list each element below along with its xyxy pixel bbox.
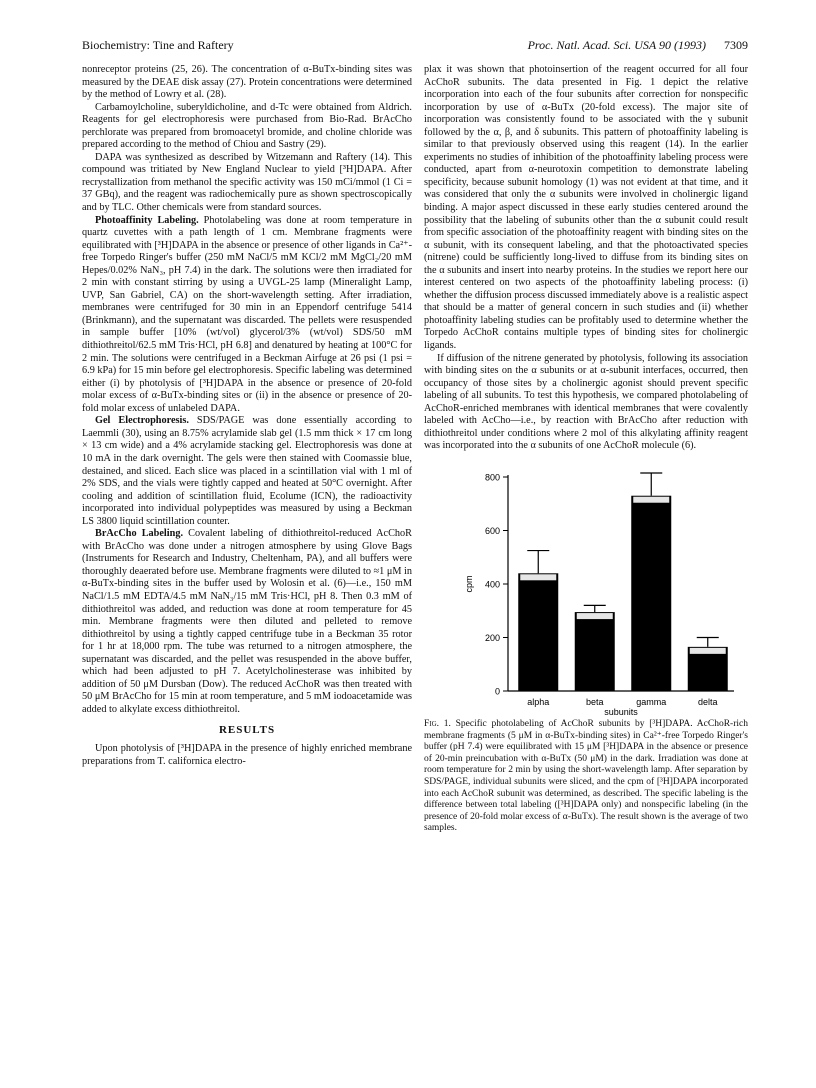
results-heading: RESULTS [218,724,276,737]
paragraph-text: Covalent labeling of dithiothreitol-reduced AcChoR with BrAcCho was done under a nitrogen atmosphere by using Glove Bags (Instruments for Research and Industry, Cheltenham, PA), and all buffers were thoroughly deaerated before use. Membrane fragments were diluted to ≈1 μM in α-BuTx-binding sites in the buffer used by Wolosin et al. (6)—i.e., 150 mM NaCl/1.5 mM EDTA/4.5 mM NaN₃/15 mM Tris·HCl, pH 8. Then 0.3 mM of dithiothreitol was added, and reduction was done at room temperature for 45 min. Membrane fragments were then diluted and pelleted to remove dithiothreitol by using a tightly capped centrifuge tube in a Beckman 35 rotor for 1 hr at 18,000 rpm. The tube was returned to a nitrogen atmosphere, the supernatant was discarded, and the pellet was resuspended in the above buffer, which had been adjusted to pH 7. Acetylcholinesterase was inhibited by addition of 50 μM Dursban (Dow). The reduced AcChoR was then treated with 50 μM BrAcCho for 15 min at room temperature, and 5 mM iodoacetamide was added to alkylate excess dithiothreitol. [82,528,412,715]
paragraph-text: Photolabeling was done at room temperature in quartz cuvettes with a path length of 1 cm. Membrane fragments were equilibrated with [³H]DAPA in the absence or presence of other ligands in Ca²⁺-free Torpedo Ringer's buffer (250 mM NaCl/5 mM KCl/2 mM MgCl₂/20 mM Hepes/0.02% NaN₃, pH 7.4) in the dark. The solutions were then irradiated for 2 min with constant stirring by using a UVGL-25 lamp (Mineralight Lamp, UVP, San Gabriel, CA) on the short-wavelength setting. After irradiation, membranes were centrifuged for 30 min in an Eppendorf centrifuge 5414 (Brinkmann), and the supernatant was discarded. The pellets were resuspended in sample buffer [10% (wt/vol) glycerol/3% (wt/vol) SDS/50 mM dithiothreitol/62.5 mM Tris·HCl, pH 6.8] and denatured by heating at 100°C for 2 min. The solutions were centrifuged in a Beckman Airfuge at 26 psi (1 psi = 6.9 kPa) for 15 min before gel electrophoresis. Specific labeling was determined either (i) by photolysis of [³H]DAPA in the absence or presence of 20-fold molar excess of α-BuTx-binding sites or (ii) in the absence or presence of 20-fold molar excess of unlabeled DAPA. [82,214,412,414]
paragraph: plax it was shown that photoinsertion of the reagent occurred for all four AcChoR subunits. The data presented in Fig. 1 depict the relative incorporation into each of the four subunits after correction for nonspecific incorporation by use of α-BuTx (20-fold excess). The major site of incorporation was consistently found to be associated with the γ subunit followed by the α, β, and δ subunits. This pattern of photoaffinity labeling is similar to that previously observed using this reagent (14). In the earlier experiments no studies of inhibition of the photoaffinity labeling process were conducted, apart from α-neurotoxin competition to demonstrate labeling specificity, because subunit homology (1) was not evident at that time, and it was considered that only the α subunits were involved in cholinergic ligand binding. A major aspect discussed in these early studies centered around the possibility that the labeling of subunits other than the α subunit could result from specific association of the photoaffinity reagent with binding sites on the α subunit, with its consequent labeling, and that the photoactivated species (nitrene) could be sufficiently long-lived to diffuse from its binding sites on the α subunits and insert into nearby proteins. In the studies we report here our interest centered on two aspects of the photoaffinity labeling process: (i) whether the diffusion process discussed immediately above is a realistic aspect that should be a matter of general concern in such studies and (ii) whether photoaffinity labeling studies can be profitably used to determine whether the Torpedo AcChoR contains multiple types of binding sites for cholinergic ligands. [424,64,748,352]
x-tick-label: gamma [636,696,667,707]
bar [575,612,615,691]
y-tick-label: 0 [494,686,500,697]
x-axis-label: subunits [604,706,638,715]
bar [631,496,671,691]
header-journal-name: Proc. Natl. Acad. Sci. USA 90 (1993) [527,38,706,52]
paragraph [82,215,412,416]
caption-label: Fig. 1. [424,718,451,729]
y-tick-label: 200 [484,632,500,643]
header-journal [528,38,748,53]
y-axis-label: cpm [464,575,474,593]
page-number: 7309 [724,38,748,52]
x-tick-label: alpha [527,696,550,707]
paragraph: Carbamoylcholine, suberyldicholine, and d-Tc were obtained from Aldrich. Reagents for gel electrophoresis were purchased from Bio-Rad. BrAcCho perchlorate was prepared from bromoacetyl bromide, and choline chloride was prepared according to the method of Chiou and Sastry (29). [82,101,412,151]
left-column [82,64,412,768]
section-lead: Gel Electrophoresis. [95,415,189,427]
figure-caption [424,719,748,835]
paragraph: DAPA was synthesized as described by Witzemann and Raftery (14). This compound was tritiated by New England Nuclear to yield [³H]DAPA. After recrystallization from methanol the specific activity was 150 mCi/mmol (1 Ci = 37 GBq), and the reagent was radiochemically pure as shown spectroscopically and by TLC. Other chemicals were from standard sources. [82,151,412,214]
y-tick-label: 400 [484,579,500,590]
bar-highlight [520,574,556,580]
section-lead: Photoaffinity Labeling. [95,214,199,226]
paragraph-text: SDS/PAGE was done essentially according to Laemmli (30), using an 8.75% acrylamide slab gel (1.5 mm thick × 17 cm long × 13 cm wide) and a 4% acrylamide stacking gel. Electrophoresis was done at 10 mA in the dark overnight. The gels were then stained with Coomassie blue, destained, and sliced. Each slice was placed in a scintillation vial with 1 ml of 2% SDS, and the vials were tightly capped and heated at 50°C overnight. After cooling and addition of scintillation fluid, Ecolume (ICN), the radioactivity incorporated into individual polypeptides was measured by using a Beckman LS 3800 liquid scintillation counter. [82,415,412,527]
figure-1-chart [424,467,748,715]
paragraph [82,528,412,716]
right-column [424,64,748,835]
paragraph: nonreceptor proteins (25, 26). The concentration of α-BuTx-binding sites was measured by the DEAE disk assay (27). Protein concentrations were determined by the method of Lowry et al. (28). [82,64,412,101]
bar-highlight [690,648,726,654]
paragraph: Upon photolysis of [³H]DAPA in the presence of highly enriched membrane preparations from T. californica electro- [82,742,412,767]
running-header [82,38,748,58]
x-tick-label: beta [585,696,604,707]
paragraph: If diffusion of the nitrene generated by photolysis, following its association with binding sites on the α subunits or at α-subunit interfaces, occurred, then occupancy of those sites by a cholinergic agonist should prevent specific labeling of all subunits. To test this hypothesis, we compared photolabeling of AcChoR-enriched membranes with identical membranes that were covalently labeled with AcCho—i.e., by reaction with BrAcCho after reduction with dithiothreitol under conditions where 2 mol of this alkylating affinity reagent was incorporated into the α subunits of one AcChoR molecule (6). [424,352,748,452]
section-lead: BrAcCho Labeling. [95,528,184,540]
bar-highlight [633,497,669,503]
x-tick-label: delta [697,696,718,707]
header-authors: Biochemistry: Tine and Raftery [82,38,234,52]
bar-chart [424,467,748,715]
caption-text: Specific photolabeling of AcChoR subunits by [³H]DAPA. AcChoR-rich membrane fragments (5 μM in α-BuTx-binding sites) in Ca²⁺-free Torpedo Ringer's buffer (pH 7.4) were equilibrated with 15 μM [³H]DAPA in the absence or presence of 20-min preincubation with α-BuTx (50 μM) in the dark. Irradiation was done at room temperature for 2 min by using the short-wavelength lamp. After separation by SDS/PAGE, individual subunits were sliced, and the cpm of [³H]DAPA incorporated into each AcChoR subunit was determined, as described. The specific labeling is the difference between total labeling ([³H]DAPA only) and nonspecific labeling (in the presence of 20-fold molar excess of α-BuTx). The result shown is the average of two samples. [424,718,748,834]
y-tick-label: 800 [484,472,500,483]
bar-highlight [577,613,613,619]
paragraph [82,415,412,528]
bar [518,573,558,691]
y-tick-label: 600 [484,525,500,536]
